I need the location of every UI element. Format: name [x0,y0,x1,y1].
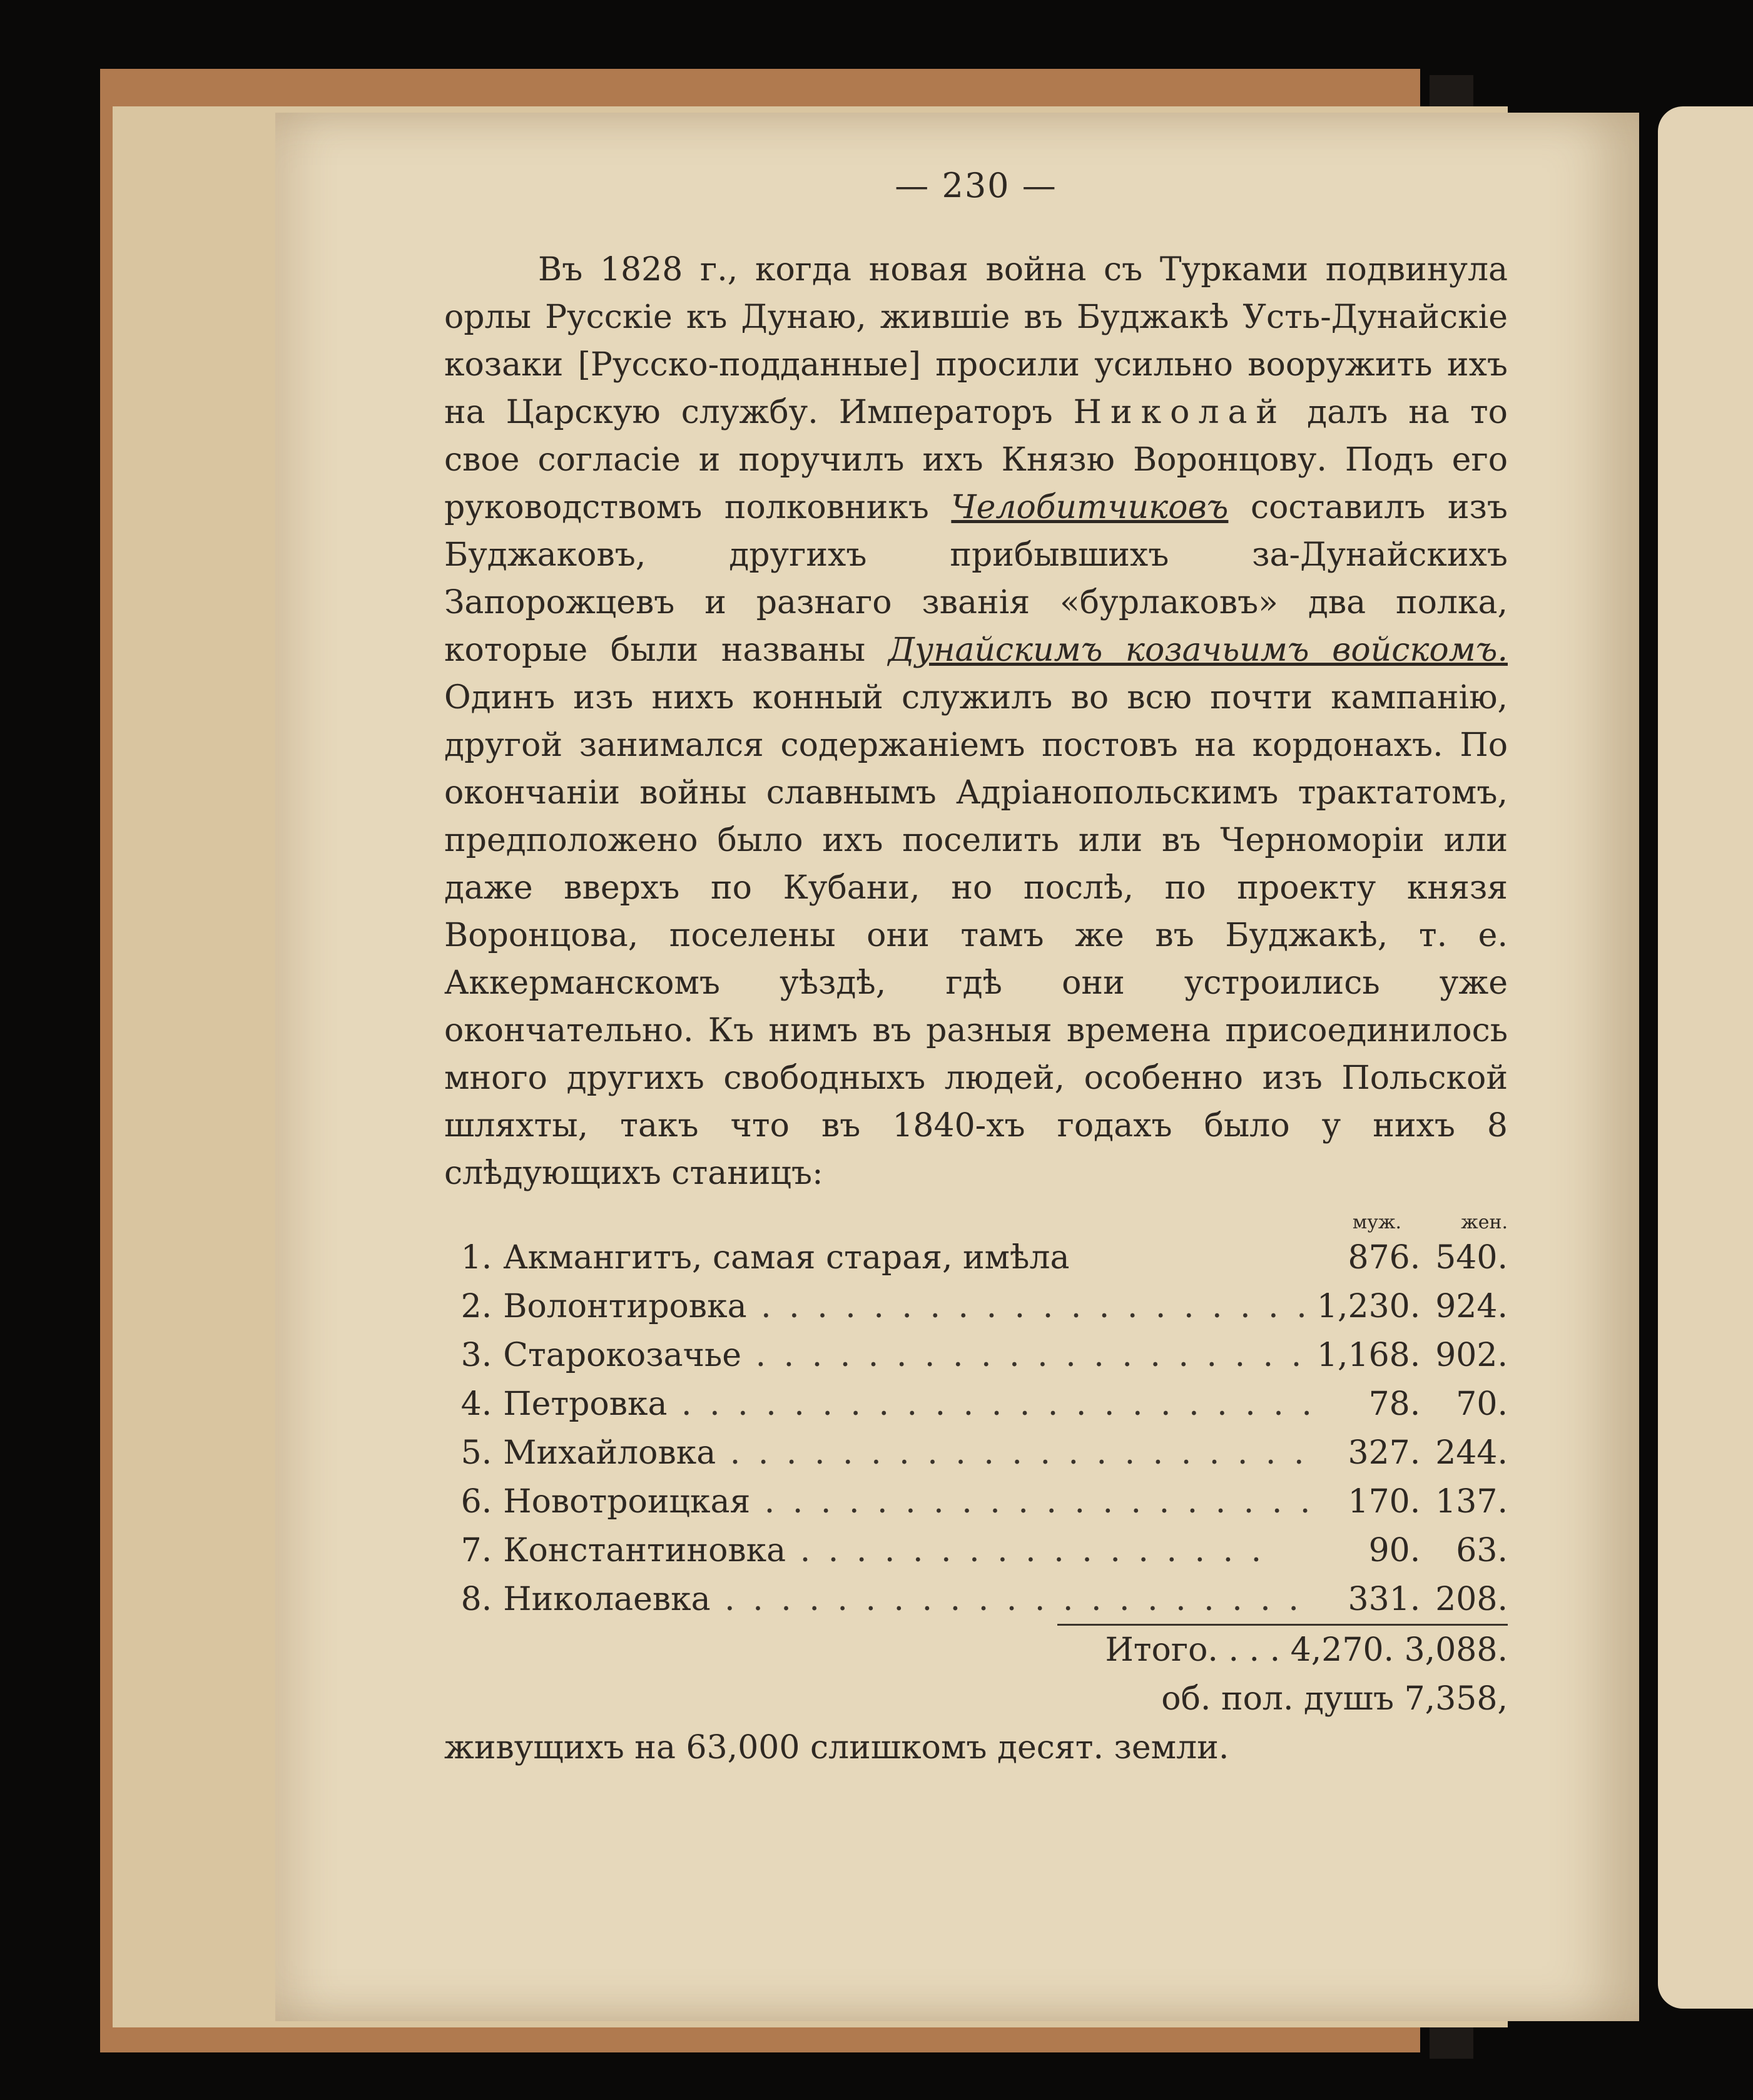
para-part-1: Въ 1828 г., когда новая война съ Турками подвинула орлы Русскіе къ Дунаю, жившіе въ Буджакѣ Усть-Дунайскіе козаки [Русско-подданные] просили усильно вооружить ихъ на Царскую службу. Императоръ [444,251,1508,431]
row-number: 1. [460,1239,492,1277]
row-number: 4. [460,1385,492,1423]
book-page [275,113,1639,2021]
total-male: 4,270. [1290,1631,1395,1669]
row-number: 5. [460,1434,492,1472]
leader-dots: . . . . . . . . . . . . . . . . . . . . [741,1337,1306,1374]
male-count: 90. [1368,1532,1421,1569]
stanitsa-name [503,1429,1316,1477]
table-column-headers [444,1206,1508,1233]
main-paragraph [444,246,1508,1197]
totals-row [1057,1624,1508,1674]
table-row [444,1380,1508,1429]
col-male: муж. [1352,1211,1401,1233]
table-row [444,1282,1508,1331]
stanitsa-name [503,1331,1316,1380]
male-count: 1,168. [1316,1337,1421,1374]
stanitsa-table [444,1233,1508,1624]
male-count: 327. [1348,1434,1421,1472]
para-part-2: далъ на то свое согласіе и поручилъ ихъ Князю Воронцову. Подъ его руководствомъ полковникъ [444,394,1508,526]
female-count: 70. [1456,1385,1508,1423]
stanitsa-name [503,1477,1316,1526]
male-count: 1,230. [1316,1288,1421,1325]
leader-dots: . . . . . . . . . . . . . . . . . . . . . . . [667,1385,1316,1423]
female-count: 902. [1435,1337,1508,1374]
stanitsa-label: Новотроицкая [503,1483,751,1521]
row-number: 2. [460,1288,492,1325]
leader-dots: . . . . . . . . . . . . . . . . . . . . [746,1288,1311,1325]
emperor-name: Николай [1073,394,1287,431]
col-female: жен. [1461,1211,1508,1233]
colonel-name: Челобитчиковъ [951,489,1229,526]
stanitsa-label: Николаевка [503,1581,711,1618]
army-name: Дунайскимъ козачьимъ войскомъ. [888,631,1508,669]
male-count: 78. [1368,1385,1421,1423]
row-number: 6. [460,1483,492,1521]
row-number: 3. [460,1337,492,1374]
table-row [444,1233,1508,1282]
female-count: 137. [1435,1483,1508,1521]
leader-dots: . . . . . . . . . . . . . . . . . . . . . [716,1434,1308,1472]
row-number: 7. [460,1532,492,1569]
total-female: 3,088. [1404,1631,1508,1669]
stanitsa-name [503,1380,1316,1429]
female-count: 924. [1435,1288,1508,1325]
table-row [444,1477,1508,1526]
souls-total: об. пол. душъ 7,358, [1161,1680,1508,1718]
male-count: 170. [1348,1483,1421,1521]
closing-line: живущихъ на 63,000 слишкомъ десят. земли. [444,1729,1229,1766]
stanitsa-name [503,1233,1316,1282]
page-number: — 230 — [895,166,1057,205]
para-part-3: составилъ изъ Буджаковъ, другихъ прибывшихъ за-Дунайскихъ Запорожцевъ и разнаго званія «бурлаковъ» два полка, которые были названы [444,489,1508,669]
stanitsa-label: Старокозачье [503,1337,742,1374]
table-row [444,1331,1508,1380]
male-count: 331. [1348,1581,1421,1618]
total-label: Итого. . . . [1105,1631,1281,1669]
leader-dots: . . . . . . . . . . . . . . . . . [786,1532,1266,1569]
facing-page [1658,106,1753,2009]
stanitsa-name [503,1282,1316,1331]
stanitsa-label: Волонтировка [503,1288,747,1325]
leader-dots: . . . . . . . . . . . . . . . . . . . . [750,1483,1314,1521]
para-part-4: Одинъ изъ нихъ конный служилъ во всю почти кампанію, другой занимался содержаніемъ постовъ на кордонахъ. По окончаніи войны славнымъ Адріанопольскимъ трактатомъ, предположено было ихъ поселить или въ Черноморіи или даже вверхъ по Кубани, но послѣ, по проекту князя Воронцова, поселены они тамъ же въ Буджакѣ, т. е. Аккерманскомъ уѣздѣ, гдѣ они устроились уже окончательно. Къ нимъ въ разныя времена присоединилось много другихъ свободныхъ людей, особенно изъ Польской шляхты, такъ что въ 1840-хъ годахъ было у нихъ 8 слѣдующихъ станицъ: [444,679,1508,1192]
stanitsa-name [503,1526,1316,1575]
stanitsa-label: Михайловка [503,1434,716,1472]
female-count: 208. [1435,1581,1508,1618]
female-count: 540. [1435,1239,1508,1277]
table-row [444,1526,1508,1575]
stanitsa-label: Константиновка [503,1532,786,1569]
page-text [444,138,1508,1772]
stanitsa-name [503,1575,1316,1624]
row-number: 8. [460,1581,492,1618]
stanitsa-label: Акмангитъ, самая старая, имѣла [503,1239,1070,1277]
table-row [444,1429,1508,1477]
female-count: 244. [1435,1434,1508,1472]
male-count: 876. [1348,1239,1421,1277]
female-count: 63. [1456,1532,1508,1569]
table-row [444,1575,1508,1624]
leader-dots: . . . . . . . . . . . . . . . . . . . . . [710,1581,1303,1618]
stanitsa-label: Петровка [503,1385,668,1423]
